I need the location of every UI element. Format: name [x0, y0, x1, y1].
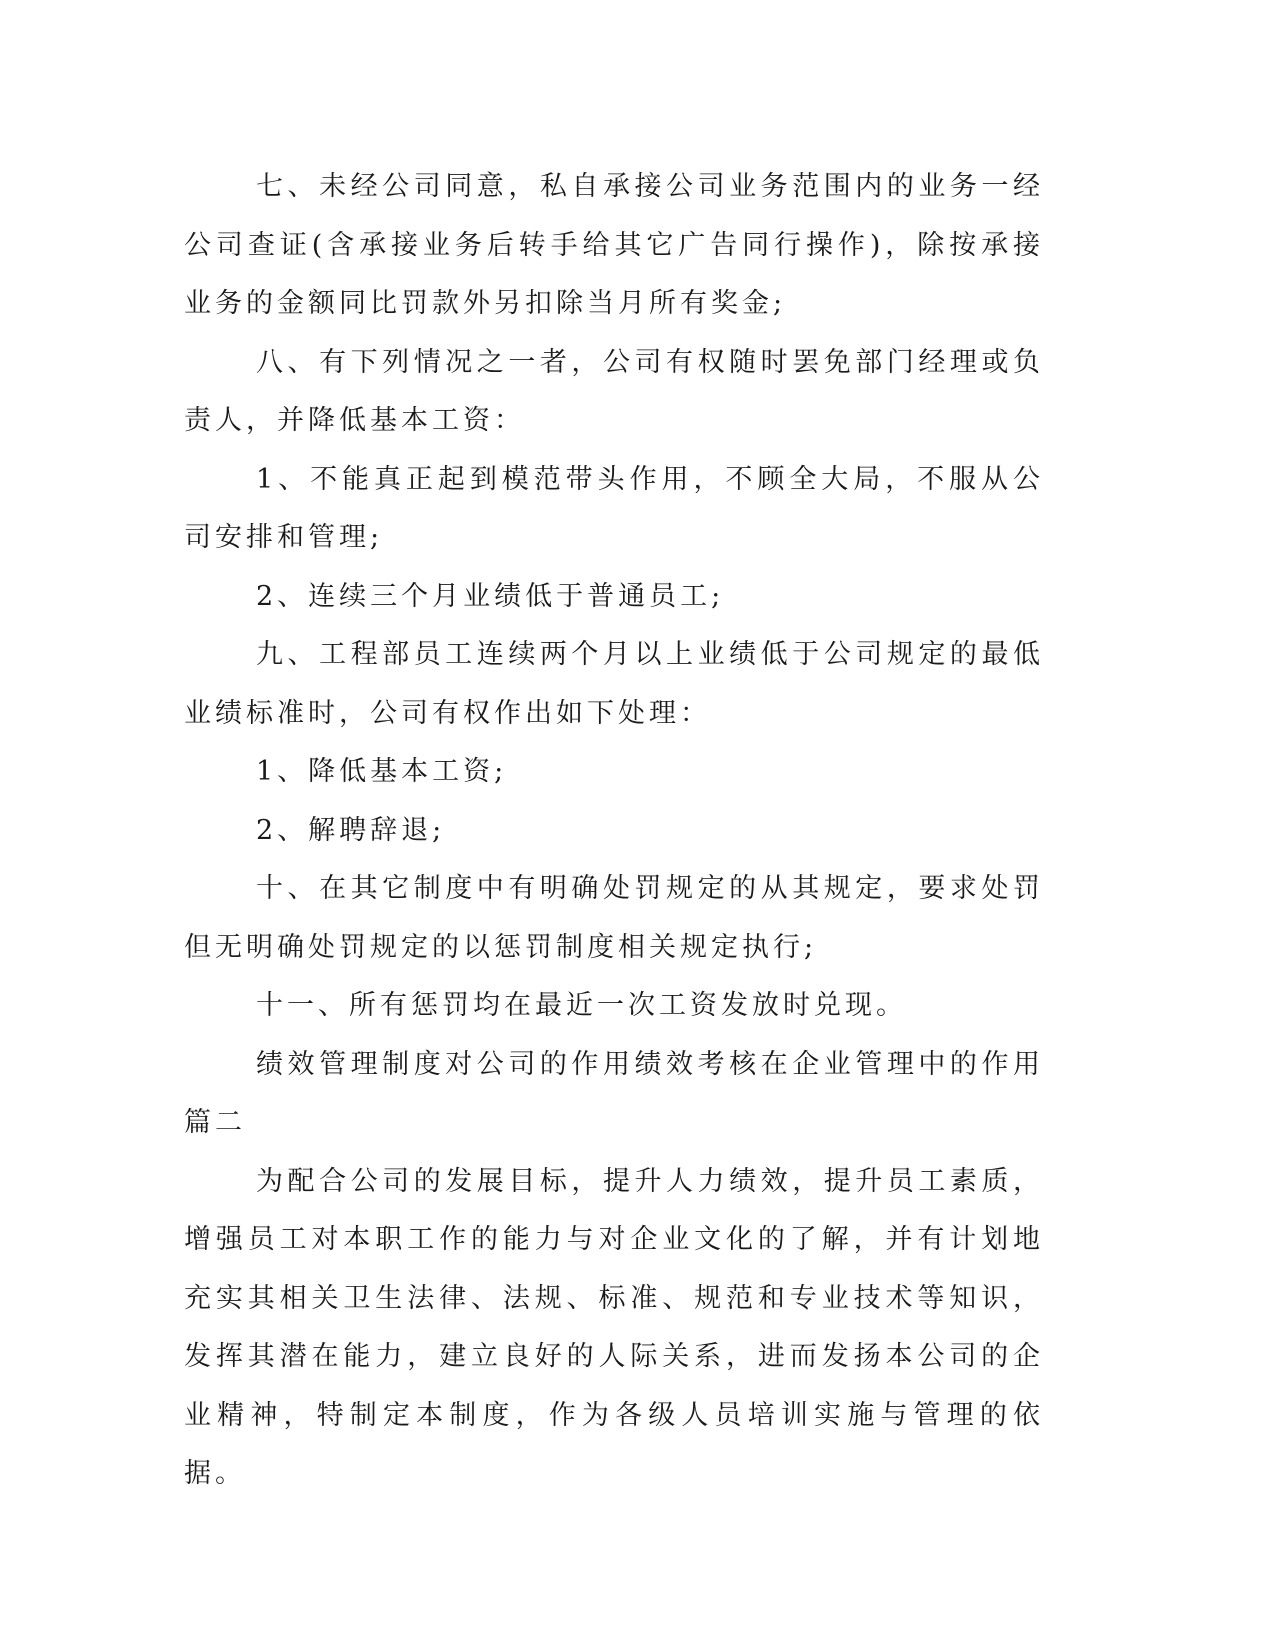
document-body	[184, 158, 1044, 1504]
section-heading: 绩效管理制度对公司的作用绩效考核在企业管理中的作用篇二	[184, 1048, 1044, 1138]
paragraph-7: 七、未经公司同意，私自承接公司业务范围内的业务一经公司查证(含承接业务后转手给其它广告同行操作)，除按承接业务的金额同比罚款外另扣除当月所有奖金;	[184, 171, 1044, 319]
paragraph-9: 九、工程部员工连续两个月以上业绩低于公司规定的最低业绩标准时，公司有权作出如下处理：	[184, 639, 1044, 729]
paragraph-10: 十、在其它制度中有明确处罚规定的从其规定，要求处罚但无明确处罚规定的以惩罚制度相关规定执行;	[184, 873, 1044, 963]
paragraph-8-item-2: 2、连续三个月业绩低于普通员工;	[256, 580, 725, 612]
intro-paragraph: 为配合公司的发展目标，提升人力绩效，提升员工素质，增强员工对本职工作的能力与对企业文化的了解，并有计划地充实其相关卫生法律、法规、标准、规范和专业技术等知识，发挥其潜在能力，建立良好的人际关系，进而发扬本公司的企业精神，特制定本制度，作为各级人员培训实施与管理的依据。	[184, 1165, 1044, 1489]
paragraph-8: 八、有下列情况之一者，公司有权随时罢免部门经理或负责人，并降低基本工资：	[184, 346, 1044, 436]
paragraph-9-item-1: 1、降低基本工资;	[256, 756, 508, 787]
paragraph-8-item-1: 1、不能真正起到模范带头作用，不顾全大局，不服从公司安排和管理;	[184, 463, 1044, 553]
paragraph-11: 十一、所有惩罚均在最近一次工资发放时兑现。	[256, 990, 907, 1021]
paragraph-9-item-2: 2、解聘辞退;	[256, 814, 446, 846]
